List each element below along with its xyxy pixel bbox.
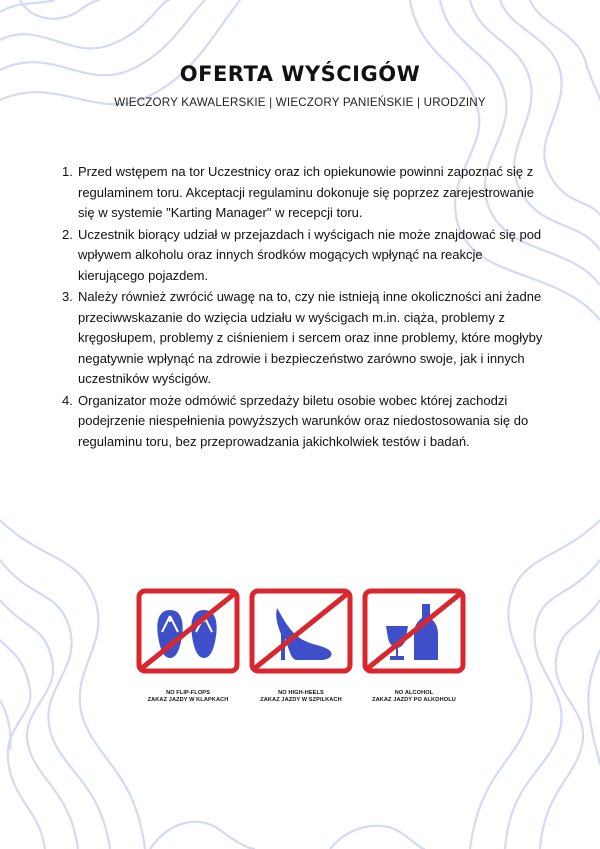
- rule-text: Przed wstępem na tor Uczestnicy oraz ich opiekunowie powinni zapoznać się z regulaminem toru. Akceptacji regulaminu dokonuje się poprzez zarejestrowanie się w systemie "Karting Manager" w recepcji toru.: [78, 164, 534, 220]
- rule-text: Należy również zwrócić uwagę na to, czy nie istnieją inne okoliczności ani żadne przeciwwskazanie do wzięcia udziału w wyścigach m.in. ciąża, problemy z kręgosłupem, problemy z ciśnieniem i sercem oraz inne problemy, które mogłyby negatywnie wpłynąć na zdrowie i bezpieczeństwo zarówno swoje, jak i innych uczestników wyścigów.: [78, 289, 543, 386]
- flip-flops-icon: [136, 588, 240, 674]
- rule-number: 2.: [62, 226, 73, 242]
- rule-item: [62, 225, 552, 287]
- rule-number: 3.: [62, 289, 73, 304]
- rule-text: Organizator może odmówić sprzedaży biletu osobie wobec której zachodzi podejrzenie niespełnienia powyższych warunków oraz niedostosowania się do regulaminu toru, bez przeprowadzania jakichkolwiek testów i badań.: [78, 392, 529, 449]
- rule-text: Uczestnik biorący udział w przejazdach i wyścigach nie może znajdować się pod wpływem alkoholu oraz innych środków mogących wpłynąć na reakcje kierującego pojazdem.: [78, 226, 542, 283]
- sign-no-flip-flops: [136, 588, 240, 704]
- sign-label-pl: ZAKAZ JAZDY W SZPILKACH: [260, 697, 342, 703]
- rules-list: [62, 162, 552, 453]
- sign-no-alcohol: [362, 588, 466, 704]
- prohibition-signs: [136, 588, 466, 708]
- rule-item: [62, 391, 552, 453]
- sign-label-en: NO FLIP-FLOPS: [166, 690, 210, 696]
- high-heel-icon: [249, 588, 353, 674]
- page-title: OFERTA WYŚCIGÓW: [179, 62, 421, 86]
- rule-number: 4.: [62, 392, 73, 408]
- page-subtitle: WIECZORY KAWALERSKIE | WIECZORY PANIEŃSKIE | URODZINY: [114, 96, 486, 109]
- sign-label-pl: ZAKAZ JAZDY W KLAPKACH: [147, 697, 229, 703]
- sign-label-en: NO ALCOHOL: [394, 690, 434, 696]
- alcohol-icon: [362, 588, 466, 674]
- rule-item: [62, 287, 552, 390]
- sign-label-en: NO HIGH-HEELS: [278, 690, 324, 696]
- rule-item: [62, 162, 552, 224]
- sign-label-pl: ZAKAZ JAZDY PO ALKOHOLU: [372, 697, 456, 703]
- sign-no-high-heels: [249, 588, 353, 704]
- rule-number: 1.: [62, 164, 73, 179]
